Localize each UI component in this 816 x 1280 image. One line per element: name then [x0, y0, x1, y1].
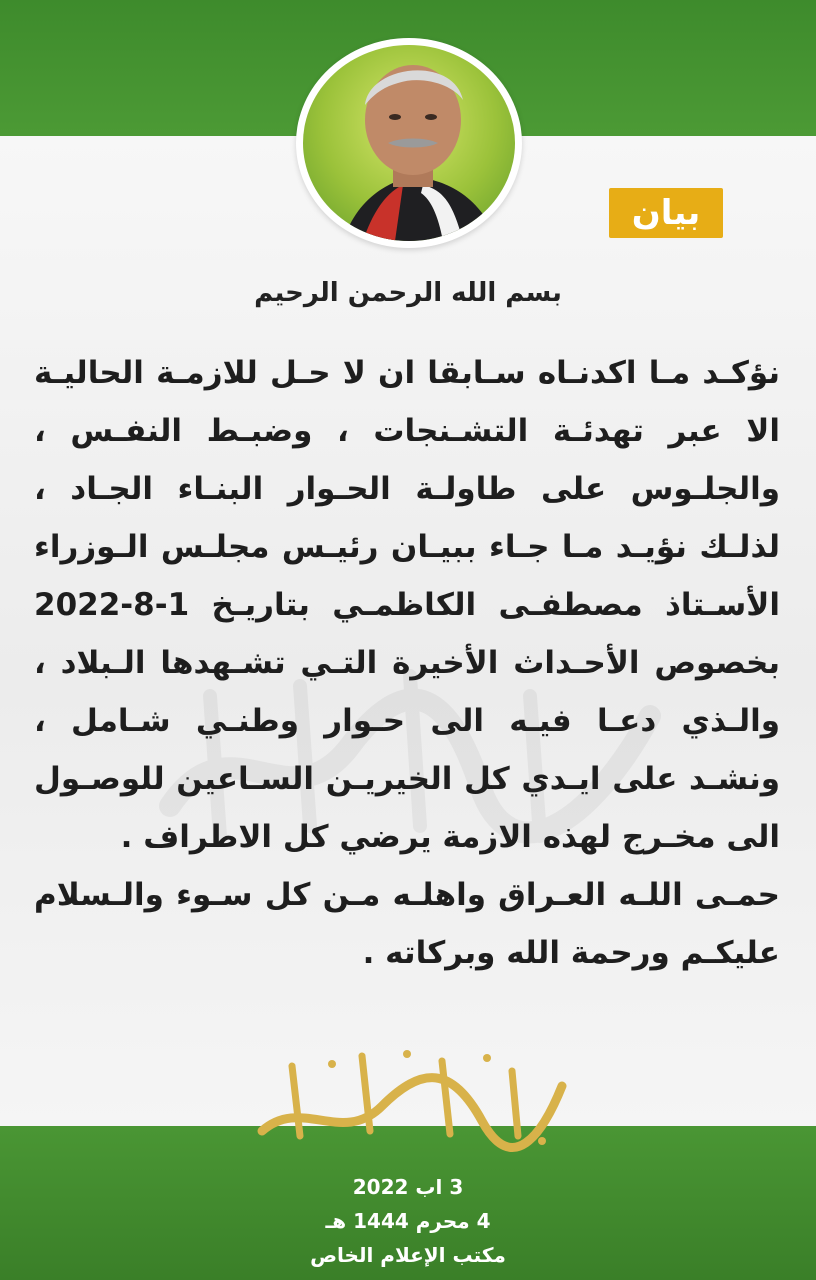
person-portrait-icon: [303, 45, 515, 241]
media-office-label: مكتب الإعلام الخاص: [310, 1243, 506, 1267]
statement-body: [34, 344, 780, 982]
hijri-date: 4 محرم 1444 هـ: [325, 1209, 491, 1233]
calligraphy-signature-icon: [242, 1036, 572, 1156]
gregorian-date: 3 اب 2022: [352, 1175, 464, 1199]
statement-paragraph-1: نؤكـد مـا اكدنـاه سـابقا ان لا حـل للازمـة الحاليـة الا عبر تهدئـة التشـنجات ، وضبـط النفـس ، والجلـوس على طاولـة الحـوار البنـاء الجـاد ، لذلـك نؤيـد مـا جـاء ببيـان رئيـس مجلـس الـوزراء الأسـتاذ مصطفـى الكاظمـي بتاريـخ 1-8-2022 بخصوص الأحـداث الأخيرة التـي تشـهدها الـبلاد ، والـذي دعـا فيـه الى حـوار وطنـي شـامل ، ونشـد على ايـدي كل الخيريـن السـاعين للوصـول الى مخـرج لهذه الازمة يرضي كل الاطراف .: [34, 355, 780, 855]
statement-paragraph-2: حمـى اللـه العـراق واهلـه مـن كل سـوء والـسلام عليكـم ورحمة الله وبركاته .: [34, 877, 780, 971]
statement-footer: [0, 1170, 816, 1272]
basmala-heading: بسم الله الرحمن الرحيم: [254, 278, 562, 308]
statement-badge: بيان: [609, 188, 723, 238]
